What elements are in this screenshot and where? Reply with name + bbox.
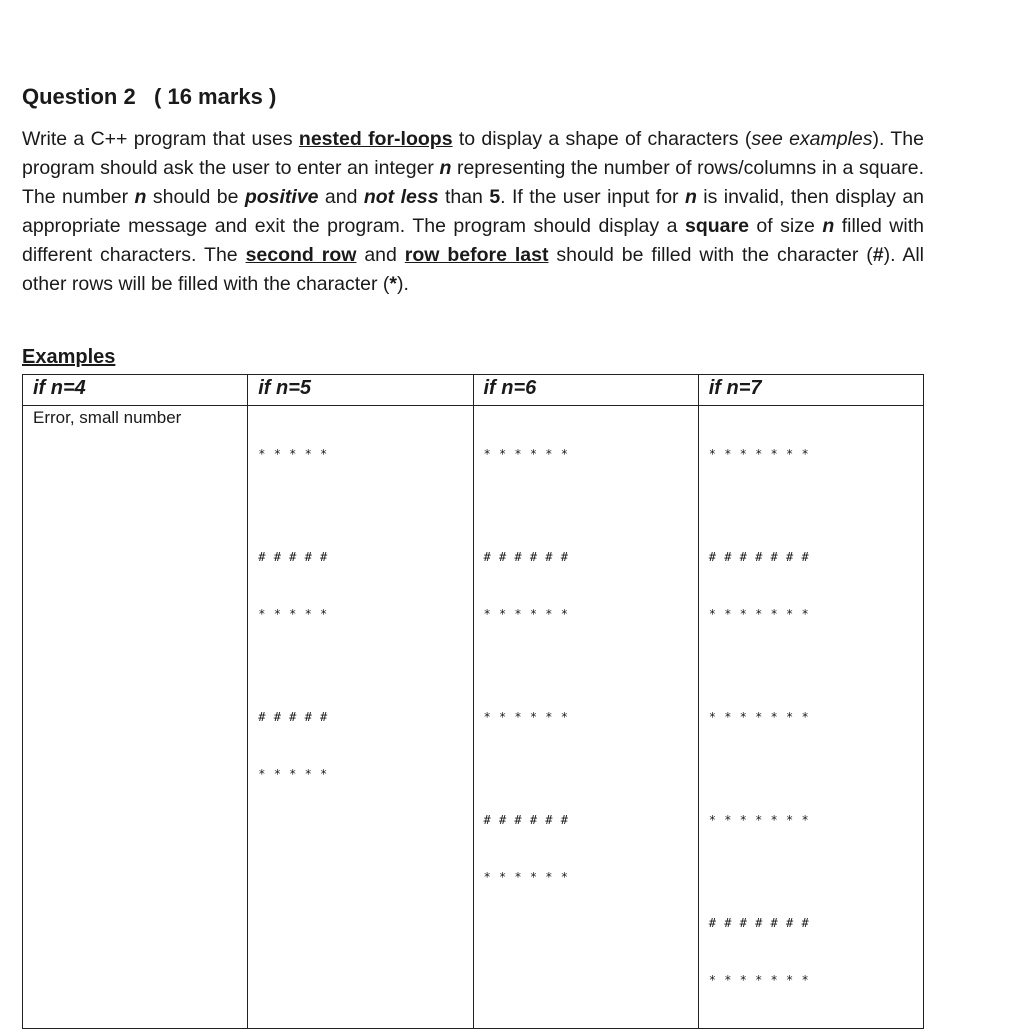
pattern-row: # # # # # # — [483, 813, 569, 827]
text-segment: ). — [397, 273, 409, 295]
pattern-row: * * * * * * * — [708, 813, 810, 827]
pattern-row: * * * * * * — [483, 870, 569, 884]
pattern-n6 — [484, 406, 698, 925]
pattern-row: # # # # # # # — [708, 916, 810, 930]
question-title: Question 2 ( 16 marks ) — [22, 84, 277, 109]
text-see-examples: see examples — [751, 128, 873, 150]
output-n7 — [698, 406, 923, 1029]
text-second-row: second row — [245, 244, 357, 266]
pattern-gap — [484, 765, 698, 773]
text-star-char: * — [389, 273, 397, 295]
header-n6: if n=6 — [473, 375, 698, 406]
output-n6 — [473, 406, 698, 1029]
text-segment: should be filled with the character ( — [548, 244, 873, 266]
pattern-gap — [709, 868, 923, 876]
text-segment: . If the user input for — [500, 186, 685, 208]
pattern-n7 — [709, 406, 923, 1028]
pattern-gap — [484, 502, 698, 510]
pattern-row: * * * * * — [258, 767, 328, 781]
error-message: Error, small number — [33, 408, 182, 427]
text-n: n — [684, 186, 697, 208]
text-nested-for-loops: nested for-loops — [298, 128, 453, 150]
pattern-gap — [258, 662, 472, 670]
examples-header-row — [23, 375, 924, 406]
output-n4 — [23, 406, 248, 1029]
text-segment: than — [438, 186, 490, 208]
text-segment: and — [318, 186, 364, 208]
text-n: n — [134, 186, 147, 208]
examples-table — [22, 374, 924, 1029]
text-segment: to display a shape of characters ( — [452, 128, 752, 150]
header-n5: if n=5 — [248, 375, 473, 406]
text-segment: ). The program should ask the user to enter an integer — [22, 128, 924, 179]
text-positive: positive — [244, 186, 319, 208]
pattern-row: * * * * * * * — [708, 973, 810, 987]
examples-output-row — [23, 406, 924, 1029]
pattern-row: * * * * * * * — [708, 710, 810, 724]
text-segment: of size — [748, 215, 823, 237]
pattern-gap — [709, 662, 923, 670]
text-segment: representing the number of rows/columns in a square. The number — [22, 157, 924, 208]
pattern-row: # # # # # — [258, 710, 328, 724]
pattern-row: * * * * * * — [483, 710, 569, 724]
pattern-row: * * * * * — [258, 447, 328, 461]
pattern-row: # # # # # # — [483, 550, 569, 564]
pattern-gap — [709, 765, 923, 773]
text-square: square — [684, 215, 749, 237]
pattern-row: # # # # # # # — [708, 550, 810, 564]
text-segment: filled with different characters. The — [22, 215, 924, 266]
pattern-row: * * * * * * — [483, 607, 569, 621]
pattern-row: * * * * * * * — [708, 607, 810, 621]
text-segment: and — [356, 244, 405, 266]
pattern-row: * * * * * — [258, 607, 328, 621]
text-five: 5 — [489, 186, 501, 208]
pattern-row: * * * * * * — [483, 447, 569, 461]
pattern-row: * * * * * * * — [708, 447, 810, 461]
text-segment: should be — [146, 186, 245, 208]
text-row-before-last: row before last — [404, 244, 549, 266]
output-n5 — [248, 406, 473, 1029]
question-text — [22, 125, 924, 299]
text-segment: is invalid, then display an appropriate message and exit the program. The program should display a — [22, 186, 925, 237]
pattern-n5 — [258, 406, 472, 822]
text-not-less: not less — [363, 186, 439, 208]
header-n7: if n=7 — [698, 375, 923, 406]
text-n: n — [822, 215, 835, 237]
examples-label: Examples — [22, 346, 116, 368]
pattern-gap — [709, 502, 923, 510]
text-hash-char: # — [872, 244, 884, 266]
pattern-gap — [258, 502, 472, 510]
header-n4: if n=4 — [23, 375, 248, 406]
text-n: n — [439, 157, 452, 179]
text-segment: Write a C++ program that uses — [22, 128, 299, 150]
pattern-row: # # # # # — [258, 550, 328, 564]
pattern-gap — [484, 662, 698, 670]
text-segment: ). All other rows will be filled with the character ( — [22, 244, 925, 295]
